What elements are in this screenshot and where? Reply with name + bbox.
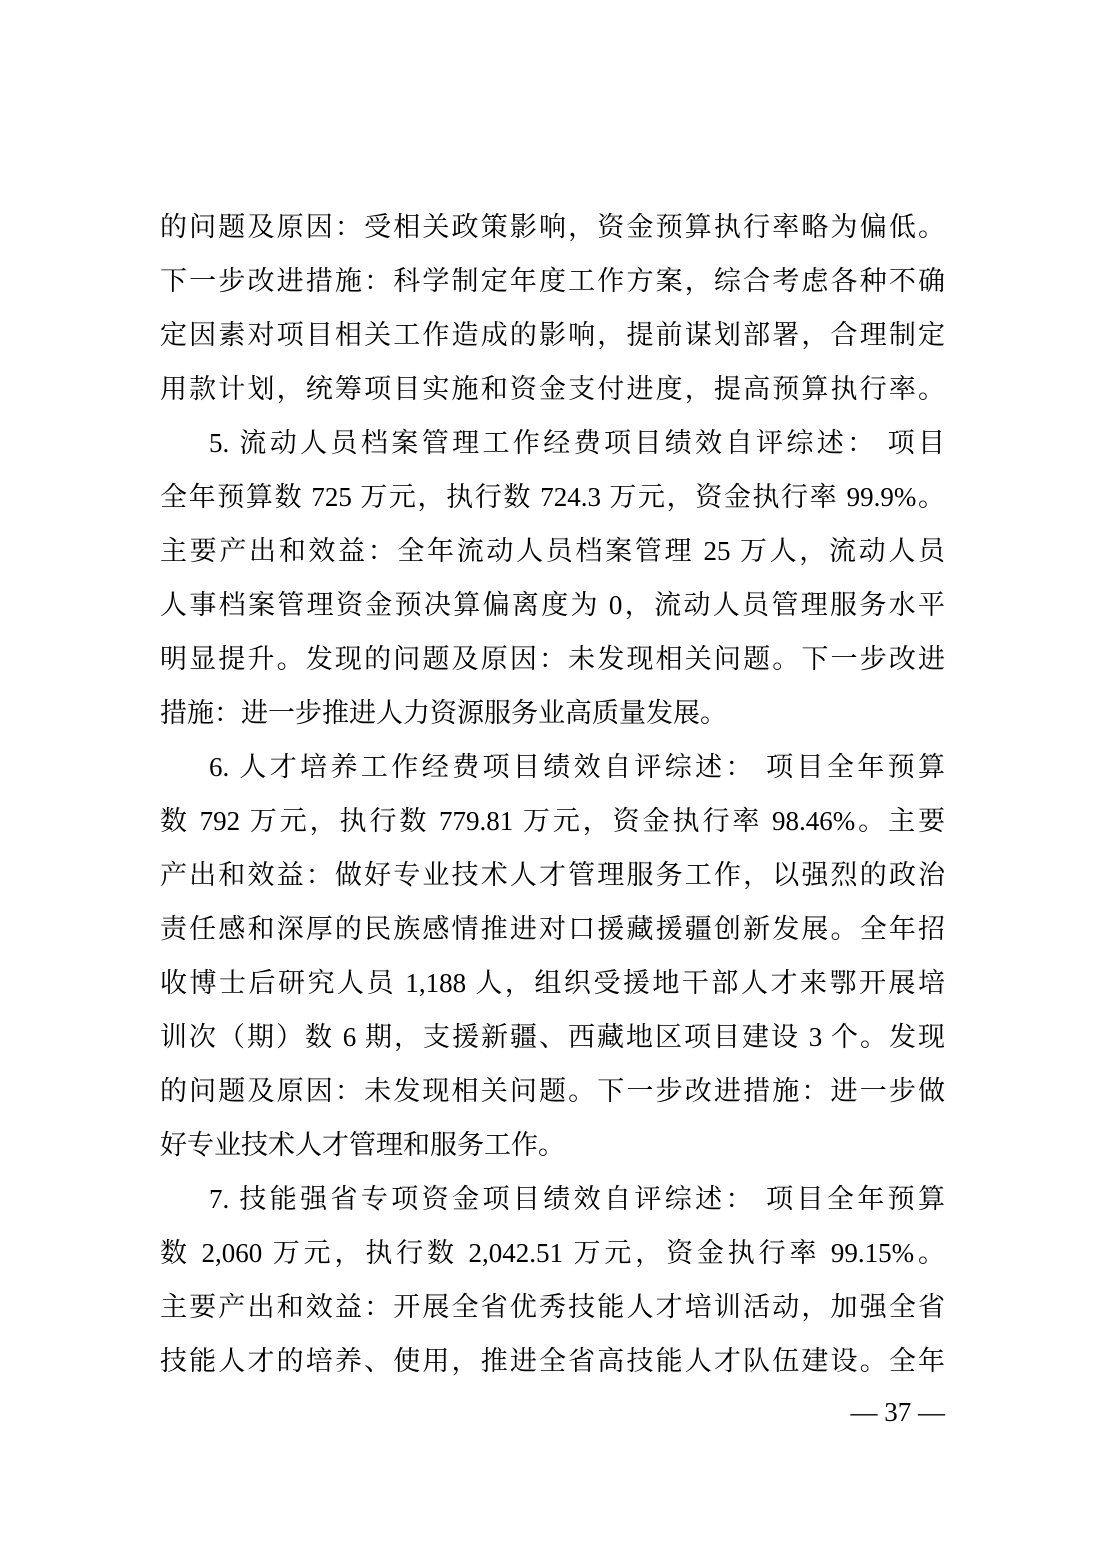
text-line: 数 792 万元，执行数 779.81 万元，资金执行率 98.46%。主要 [160,806,945,836]
text-line-item6-heading: 6. 人才培养工作经费项目绩效自评综述： 项目全年预算 [209,752,945,782]
text-line-item5-heading: 5. 流动人员档案管理工作经费项目绩效自评综述： 项目 [209,428,945,458]
text-line: 定因素对项目相关工作造成的影响，提前谋划部署，合理制定 [160,320,945,350]
text-line: 人事档案管理资金预决算偏离度为 0，流动人员管理服务水平 [160,590,945,620]
text-line: 数 2,060 万元，执行数 2,042.51 万元，资金执行率 99.15%。 [160,1238,945,1268]
text-line: 训次（期）数 6 期，支援新疆、西藏地区项目建设 3 个。发现 [160,1022,945,1052]
text-line: 下一步改进措施：科学制定年度工作方案，综合考虑各种不确 [160,266,945,296]
text-line: 收博士后研究人员 1,188 人，组织受援地干部人才来鄂开展培 [160,968,945,998]
text-line: 技能人才的培养、使用，推进全省高技能人才队伍建设。全年 [160,1346,945,1376]
text-line: 用款计划，统筹项目实施和资金支付进度，提高预算执行率。 [160,374,945,404]
text-line: 的问题及原因：受相关政策影响，资金预算执行率略为偏低。 [160,212,945,242]
text-line: 全年预算数 725 万元，执行数 724.3 万元，资金执行率 99.9%。 [160,482,945,512]
text-line: 好专业技术人才管理和服务工作。 [160,1130,565,1160]
text-line: 主要产出和效益：全年流动人员档案管理 25 万人，流动人员 [160,536,945,566]
text-line: 措施：进一步推进人力资源服务业高质量发展。 [160,698,727,728]
text-line: 责任感和深厚的民族感情推进对口援藏援疆创新发展。全年招 [160,914,945,944]
text-line: 明显提升。发现的问题及原因：未发现相关问题。下一步改进 [160,644,945,674]
text-line: 主要产出和效益：开展全省优秀技能人才培训活动，加强全省 [160,1292,945,1322]
document-body [160,200,945,1388]
text-line: 产出和效益：做好专业技术人才管理服务工作，以强烈的政治 [160,860,945,890]
text-line: 的问题及原因：未发现相关问题。下一步改进措施：进一步做 [160,1076,945,1106]
text-line-item7-heading: 7. 技能强省专项资金项目绩效自评综述： 项目全年预算 [209,1184,945,1214]
page-number: — 37 — [850,1397,945,1427]
